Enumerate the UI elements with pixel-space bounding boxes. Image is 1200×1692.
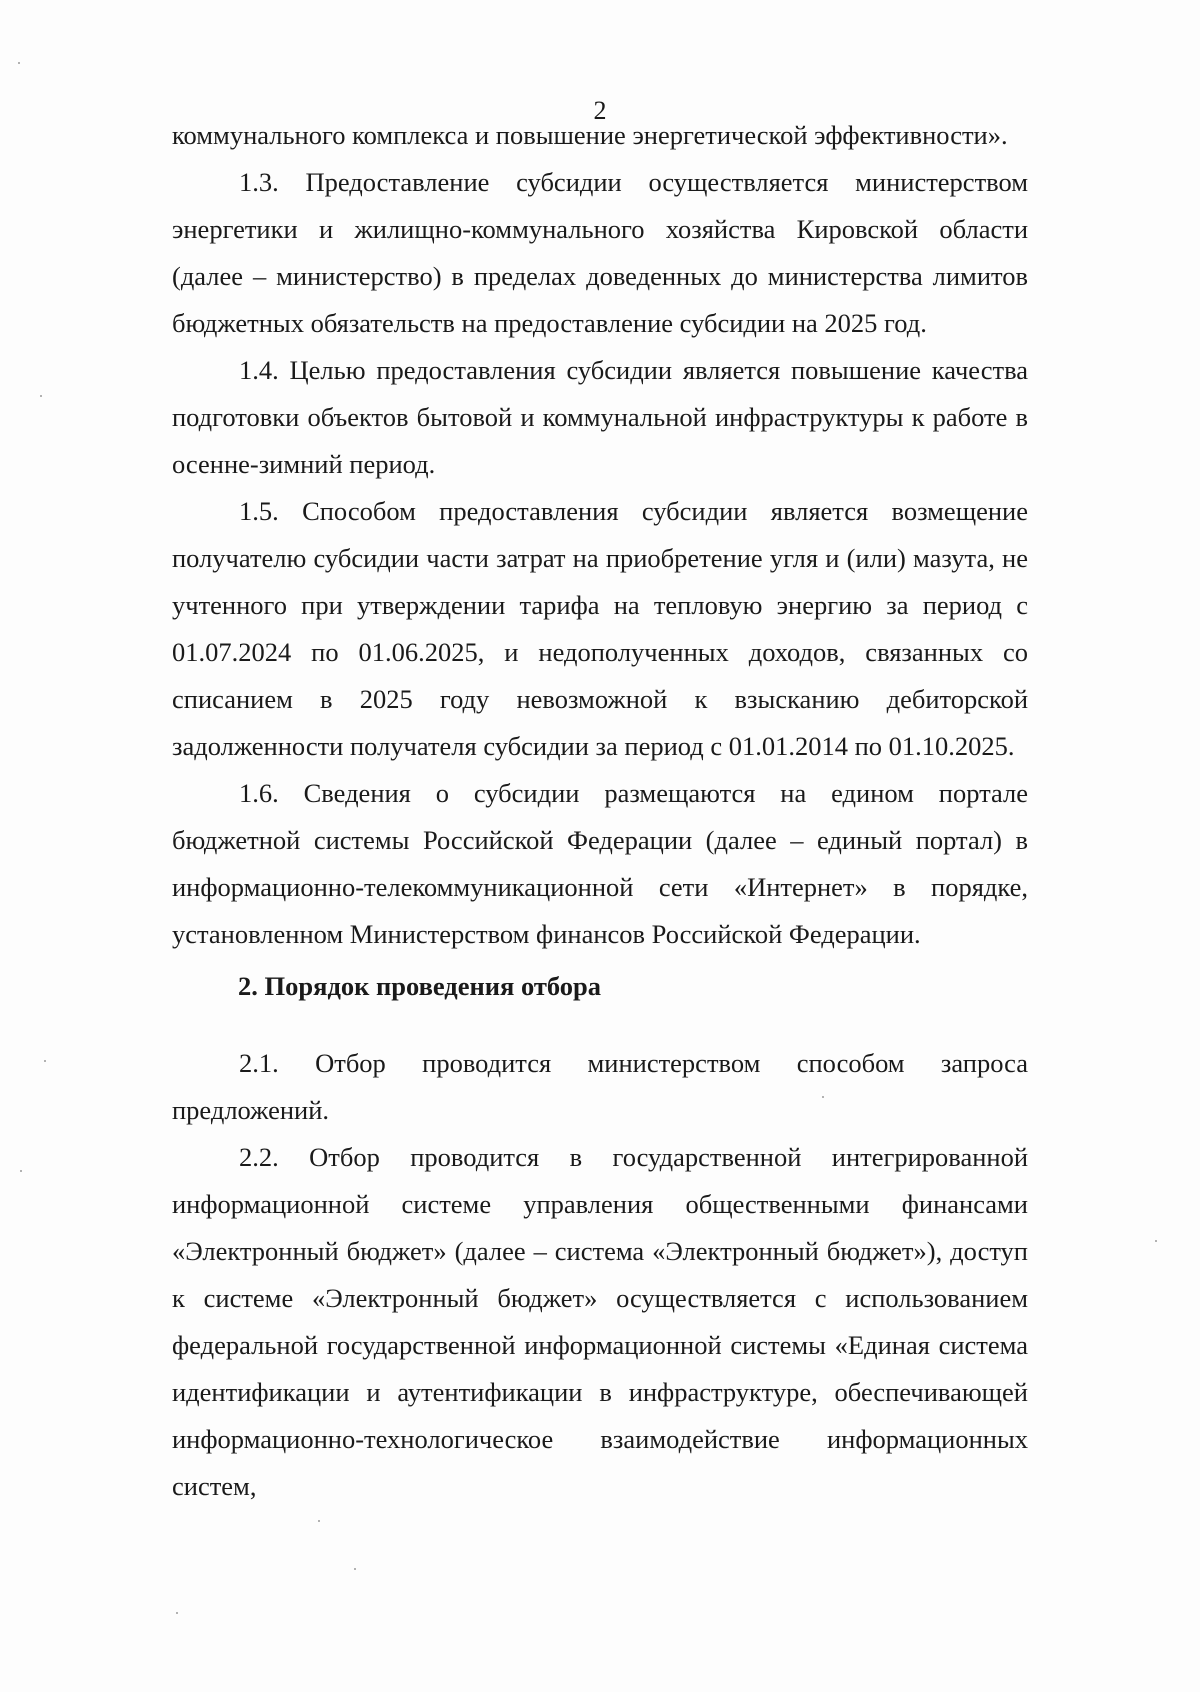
- scan-speck: [354, 1568, 356, 1570]
- scan-speck: [20, 1170, 22, 1172]
- paragraph-continuation: коммунального комплекса и повышение энергетической эффективности».: [172, 120, 1008, 150]
- paragraph-2-2: 2.2. Отбор проводится в государственной интегрированной информационной системе управления общественными финансами «Электронный бюджет» (далее – система «Электронный бюджет»), доступ к системе «Электронный бюджет» осуществляется с использованием федеральной государственной информационной системы «Единая система идентификации и аутентификации в инфраструктуре, обеспечивающей информационно-технологическое взаимодействие информационных систем,: [172, 1142, 1028, 1501]
- page-number: 2: [593, 96, 607, 125]
- section-2-body: [172, 1040, 1028, 1510]
- section-2-heading: 2. Порядок проведения отбора: [238, 971, 602, 1001]
- scan-speck: [44, 1060, 46, 1062]
- scan-speck: [176, 1612, 178, 1614]
- scan-speck: [40, 395, 42, 397]
- paragraph-1-5: 1.5. Способом предоставления субсидии является возмещение получателю субсидии части затрат на приобретение угля и (или) мазута, не учтенного при утверждении тарифа на тепловую энергию за период с 01.07.2024 по 01.06.2025, и недополученных доходов, связанных со списанием в 2025 году невозможной к взысканию дебиторской задолженности получателя субсидии за период с 01.01.2014 по 01.10.2025.: [172, 496, 1028, 761]
- scan-speck: [318, 1520, 320, 1522]
- paragraph-1-6: 1.6. Сведения о субсидии размещаются на едином портале бюджетной системы Российской Федерации (далее – единый портал) в информационно-телекоммуникационной сети «Интернет» в порядке, установленном Министерством финансов Российской Федерации.: [172, 778, 1028, 949]
- scan-speck: [18, 62, 20, 64]
- section-1-body: [172, 112, 1028, 958]
- paragraph-2-1: 2.1. Отбор проводится министерством способом запроса предложений.: [172, 1048, 1028, 1125]
- scan-speck: [822, 1096, 824, 1098]
- paragraph-1-3: 1.3. Предоставление субсидии осуществляется министерством энергетики и жилищно-коммунального хозяйства Кировской области (далее – министерство) в пределах доведенных до министерства лимитов бюджетных обязательств на предоставление субсидии на 2025 год.: [172, 167, 1028, 338]
- scan-speck: [1155, 1240, 1157, 1242]
- paragraph-1-4: 1.4. Целью предоставления субсидии является повышение качества подготовки объектов бытовой и коммунальной инфраструктуры к работе в осенне-зимний период.: [172, 355, 1028, 479]
